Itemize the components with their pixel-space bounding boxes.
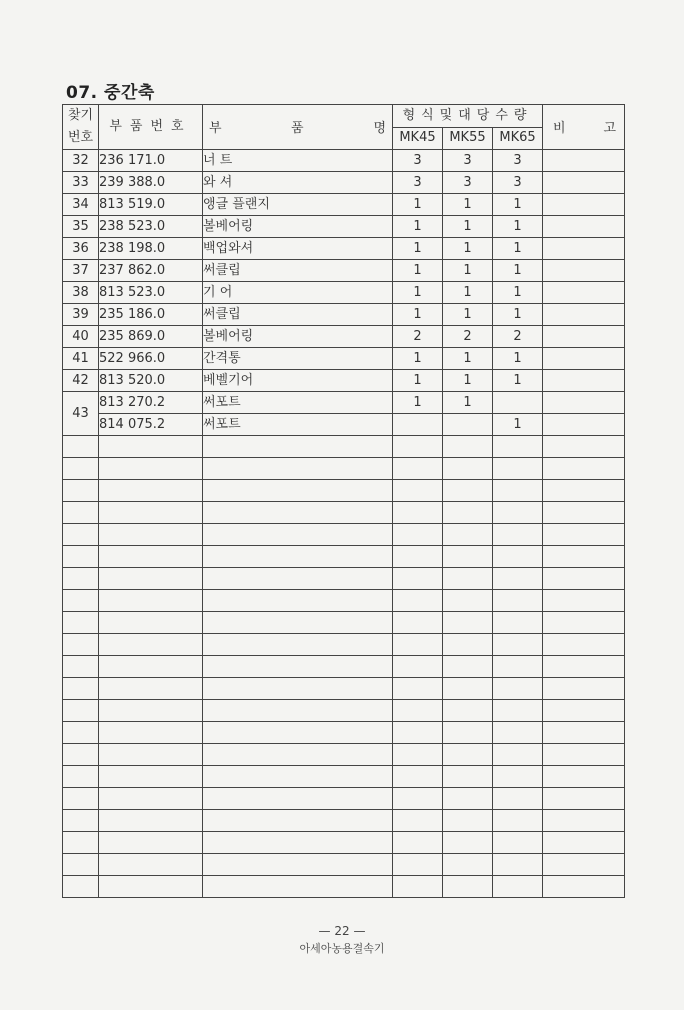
page-number: — 22 —: [318, 924, 366, 938]
header-part-name-2: 품: [291, 121, 304, 136]
empty-cell: [443, 480, 493, 502]
empty-cell: [203, 700, 393, 722]
qty-mk65-cell: 1: [493, 216, 543, 238]
empty-cell: [543, 590, 625, 612]
note-cell: [543, 260, 625, 282]
empty-cell: [543, 634, 625, 656]
part-no-cell: 814 075.2: [99, 414, 203, 436]
empty-cell: [493, 700, 543, 722]
qty-mk45-cell: 1: [393, 392, 443, 414]
qty-mk55-cell: 1: [443, 216, 493, 238]
header-model-mk65: MK65: [493, 127, 543, 150]
empty-cell: [493, 876, 543, 898]
empty-cell: [63, 458, 99, 480]
empty-cell: [393, 656, 443, 678]
empty-cell: [63, 436, 99, 458]
empty-cell: [443, 678, 493, 700]
table-row: [63, 304, 625, 326]
empty-cell: [203, 766, 393, 788]
qty-mk65-cell: 1: [493, 370, 543, 392]
empty-row: [63, 810, 625, 832]
header-find-no-line2: 번호: [67, 130, 94, 145]
table-row: [63, 238, 625, 260]
empty-cell: [543, 810, 625, 832]
note-cell: [543, 392, 625, 414]
part-no-cell: 813 519.0: [99, 194, 203, 216]
empty-row: [63, 744, 625, 766]
empty-cell: [99, 788, 203, 810]
part-name-cell: 써클립: [203, 304, 393, 326]
empty-cell: [203, 854, 393, 876]
part-no-cell: 239 388.0: [99, 172, 203, 194]
qty-mk55-cell: 1: [443, 282, 493, 304]
empty-cell: [99, 524, 203, 546]
empty-cell: [63, 722, 99, 744]
empty-cell: [393, 436, 443, 458]
empty-cell: [99, 854, 203, 876]
empty-cell: [203, 634, 393, 656]
empty-cell: [393, 700, 443, 722]
part-no-cell: 813 270.2: [99, 392, 203, 414]
qty-mk55-cell: 1: [443, 238, 493, 260]
qty-mk55-cell: [443, 414, 493, 436]
header-part-no: 부품번호: [99, 105, 203, 150]
qty-mk55-cell: 1: [443, 260, 493, 282]
empty-cell: [443, 612, 493, 634]
empty-cell: [443, 854, 493, 876]
empty-cell: [443, 788, 493, 810]
empty-cell: [443, 656, 493, 678]
qty-mk55-cell: 1: [443, 304, 493, 326]
empty-cell: [543, 458, 625, 480]
qty-mk45-cell: 3: [393, 150, 443, 172]
empty-cell: [203, 876, 393, 898]
part-no-cell: 238 198.0: [99, 238, 203, 260]
empty-cell: [543, 788, 625, 810]
empty-cell: [99, 590, 203, 612]
empty-cell: [543, 568, 625, 590]
table-row: [63, 370, 625, 392]
empty-cell: [443, 722, 493, 744]
empty-cell: [63, 502, 99, 524]
note-cell: [543, 348, 625, 370]
empty-cell: [63, 590, 99, 612]
part-name-cell: 간격통: [203, 348, 393, 370]
table-row: [63, 414, 625, 436]
empty-cell: [493, 590, 543, 612]
empty-cell: [63, 700, 99, 722]
empty-cell: [443, 436, 493, 458]
find-no-cell: 37: [63, 260, 99, 282]
empty-cell: [443, 502, 493, 524]
empty-row: [63, 656, 625, 678]
empty-cell: [543, 546, 625, 568]
empty-cell: [99, 876, 203, 898]
parts-table: [62, 104, 625, 898]
empty-cell: [543, 436, 625, 458]
qty-mk65-cell: 2: [493, 326, 543, 348]
empty-cell: [99, 744, 203, 766]
qty-mk45-cell: 1: [393, 238, 443, 260]
empty-row: [63, 876, 625, 898]
empty-cell: [443, 700, 493, 722]
find-no-cell: 34: [63, 194, 99, 216]
empty-cell: [493, 612, 543, 634]
empty-cell: [493, 436, 543, 458]
empty-cell: [203, 590, 393, 612]
part-no-cell: 522 966.0: [99, 348, 203, 370]
header-part-name-3: 명: [373, 121, 386, 136]
empty-cell: [63, 766, 99, 788]
empty-cell: [543, 656, 625, 678]
qty-mk65-cell: [493, 392, 543, 414]
empty-cell: [393, 678, 443, 700]
note-cell: [543, 216, 625, 238]
qty-mk45-cell: 1: [393, 370, 443, 392]
find-no-cell: 41: [63, 348, 99, 370]
find-no-cell: 36: [63, 238, 99, 260]
empty-row: [63, 722, 625, 744]
part-no-cell: 238 523.0: [99, 216, 203, 238]
empty-cell: [443, 832, 493, 854]
empty-cell: [443, 590, 493, 612]
header-qty-group: 형식및대당수량: [393, 105, 543, 128]
empty-cell: [543, 832, 625, 854]
empty-cell: [393, 612, 443, 634]
note-cell: [543, 194, 625, 216]
empty-cell: [99, 480, 203, 502]
empty-cell: [493, 744, 543, 766]
empty-cell: [203, 436, 393, 458]
empty-cell: [543, 854, 625, 876]
empty-cell: [99, 612, 203, 634]
empty-cell: [443, 876, 493, 898]
empty-cell: [203, 480, 393, 502]
empty-cell: [543, 480, 625, 502]
part-no-cell: 813 523.0: [99, 282, 203, 304]
table-row: [63, 194, 625, 216]
qty-mk55-cell: 1: [443, 194, 493, 216]
empty-cell: [393, 744, 443, 766]
empty-cell: [493, 502, 543, 524]
qty-mk45-cell: 1: [393, 194, 443, 216]
table-row: [63, 392, 625, 414]
empty-cell: [493, 766, 543, 788]
note-cell: [543, 282, 625, 304]
qty-mk65-cell: 3: [493, 150, 543, 172]
empty-row: [63, 458, 625, 480]
empty-cell: [203, 524, 393, 546]
qty-mk45-cell: 2: [393, 326, 443, 348]
empty-cell: [493, 656, 543, 678]
qty-mk45-cell: 1: [393, 260, 443, 282]
empty-cell: [543, 766, 625, 788]
empty-cell: [393, 766, 443, 788]
empty-cell: [63, 854, 99, 876]
empty-cell: [99, 832, 203, 854]
table-row: [63, 216, 625, 238]
empty-cell: [393, 788, 443, 810]
qty-mk45-cell: 1: [393, 304, 443, 326]
part-name-cell: 기 어: [203, 282, 393, 304]
part-name-cell: 백업와셔: [203, 238, 393, 260]
qty-mk55-cell: 1: [443, 392, 493, 414]
qty-mk65-cell: 1: [493, 238, 543, 260]
empty-cell: [63, 678, 99, 700]
empty-cell: [99, 546, 203, 568]
empty-cell: [543, 524, 625, 546]
empty-cell: [393, 546, 443, 568]
find-no-cell: 33: [63, 172, 99, 194]
empty-cell: [443, 524, 493, 546]
empty-cell: [203, 678, 393, 700]
empty-row: [63, 524, 625, 546]
qty-mk55-cell: 1: [443, 348, 493, 370]
empty-cell: [493, 546, 543, 568]
empty-cell: [493, 854, 543, 876]
empty-cell: [493, 480, 543, 502]
empty-cell: [99, 436, 203, 458]
empty-cell: [99, 634, 203, 656]
empty-cell: [99, 656, 203, 678]
find-no-cell: 35: [63, 216, 99, 238]
empty-cell: [203, 810, 393, 832]
find-no-cell: 32: [63, 150, 99, 172]
empty-cell: [203, 458, 393, 480]
find-no-cell: 39: [63, 304, 99, 326]
empty-row: [63, 788, 625, 810]
empty-cell: [393, 876, 443, 898]
header-part-name: [203, 105, 393, 150]
empty-cell: [63, 480, 99, 502]
empty-cell: [99, 678, 203, 700]
empty-cell: [393, 480, 443, 502]
empty-cell: [99, 700, 203, 722]
header-row-1: [63, 105, 625, 128]
empty-cell: [443, 458, 493, 480]
find-no-cell: 42: [63, 370, 99, 392]
qty-mk65-cell: 1: [493, 304, 543, 326]
empty-row: [63, 612, 625, 634]
qty-mk65-cell: 1: [493, 282, 543, 304]
empty-cell: [99, 722, 203, 744]
empty-row: [63, 436, 625, 458]
empty-cell: [393, 832, 443, 854]
empty-cell: [543, 722, 625, 744]
empty-cell: [203, 744, 393, 766]
empty-cell: [63, 744, 99, 766]
empty-cell: [543, 876, 625, 898]
note-cell: [543, 370, 625, 392]
empty-row: [63, 502, 625, 524]
find-no-cell: 40: [63, 326, 99, 348]
qty-mk55-cell: 2: [443, 326, 493, 348]
part-name-cell: 베벨기어: [203, 370, 393, 392]
empty-cell: [63, 788, 99, 810]
footer-brand: 아세아농용결속기: [299, 942, 385, 955]
empty-row: [63, 678, 625, 700]
empty-cell: [203, 788, 393, 810]
note-cell: [543, 414, 625, 436]
header-note: [543, 105, 625, 150]
empty-cell: [443, 766, 493, 788]
empty-row: [63, 700, 625, 722]
empty-cell: [493, 458, 543, 480]
empty-cell: [203, 612, 393, 634]
empty-cell: [99, 458, 203, 480]
empty-cell: [203, 502, 393, 524]
qty-mk45-cell: 1: [393, 348, 443, 370]
part-name-cell: 볼베어링: [203, 326, 393, 348]
empty-cell: [393, 568, 443, 590]
empty-row: [63, 634, 625, 656]
parts-table-body: [63, 150, 625, 898]
qty-mk65-cell: 3: [493, 172, 543, 194]
empty-cell: [543, 700, 625, 722]
empty-cell: [493, 832, 543, 854]
part-name-cell: 너 트: [203, 150, 393, 172]
empty-cell: [443, 810, 493, 832]
note-cell: [543, 238, 625, 260]
note-cell: [543, 326, 625, 348]
find-no-cell: 38: [63, 282, 99, 304]
header-note-1: 비: [553, 121, 566, 136]
part-no-cell: 235 869.0: [99, 326, 203, 348]
empty-cell: [543, 744, 625, 766]
part-name-cell: 써포트: [203, 414, 393, 436]
empty-row: [63, 854, 625, 876]
qty-mk45-cell: 1: [393, 282, 443, 304]
part-name-cell: 볼베어링: [203, 216, 393, 238]
part-no-cell: 236 171.0: [99, 150, 203, 172]
qty-mk55-cell: 3: [443, 172, 493, 194]
empty-cell: [99, 502, 203, 524]
empty-row: [63, 832, 625, 854]
empty-row: [63, 546, 625, 568]
empty-row: [63, 766, 625, 788]
empty-cell: [443, 744, 493, 766]
empty-cell: [393, 722, 443, 744]
part-name-cell: 와 셔: [203, 172, 393, 194]
note-cell: [543, 304, 625, 326]
empty-cell: [443, 634, 493, 656]
empty-cell: [393, 458, 443, 480]
empty-cell: [393, 854, 443, 876]
header-find-no-line1: 찾기: [67, 108, 94, 123]
header-model-mk45: MK45: [393, 127, 443, 150]
empty-cell: [203, 568, 393, 590]
header-model-mk55: MK55: [443, 127, 493, 150]
empty-row: [63, 568, 625, 590]
empty-cell: [63, 832, 99, 854]
empty-cell: [493, 568, 543, 590]
empty-cell: [203, 722, 393, 744]
qty-mk55-cell: 1: [443, 370, 493, 392]
note-cell: [543, 172, 625, 194]
table-row: [63, 260, 625, 282]
empty-cell: [99, 568, 203, 590]
empty-cell: [443, 546, 493, 568]
empty-cell: [393, 590, 443, 612]
table-row: [63, 326, 625, 348]
empty-cell: [443, 568, 493, 590]
header-note-2: 고: [603, 121, 617, 136]
empty-cell: [63, 546, 99, 568]
table-row: [63, 348, 625, 370]
empty-cell: [63, 612, 99, 634]
empty-cell: [393, 502, 443, 524]
qty-mk65-cell: 1: [493, 260, 543, 282]
empty-cell: [393, 524, 443, 546]
qty-mk65-cell: 1: [493, 414, 543, 436]
empty-cell: [493, 722, 543, 744]
part-name-cell: 앵글 플랜지: [203, 194, 393, 216]
qty-mk45-cell: [393, 414, 443, 436]
qty-mk45-cell: 1: [393, 216, 443, 238]
find-no-cell: 43: [63, 392, 99, 436]
empty-cell: [493, 678, 543, 700]
table-row: [63, 172, 625, 194]
qty-mk65-cell: 1: [493, 194, 543, 216]
qty-mk65-cell: 1: [493, 348, 543, 370]
empty-cell: [543, 502, 625, 524]
empty-cell: [63, 876, 99, 898]
empty-cell: [99, 810, 203, 832]
empty-cell: [493, 524, 543, 546]
table-row: [63, 150, 625, 172]
empty-cell: [63, 568, 99, 590]
empty-row: [63, 590, 625, 612]
header-part-name-1: 부: [209, 121, 222, 136]
empty-cell: [203, 656, 393, 678]
part-no-cell: 235 186.0: [99, 304, 203, 326]
empty-cell: [393, 634, 443, 656]
empty-cell: [63, 656, 99, 678]
header-find-no: [63, 105, 99, 150]
empty-cell: [493, 634, 543, 656]
empty-cell: [493, 788, 543, 810]
empty-cell: [63, 634, 99, 656]
empty-cell: [493, 810, 543, 832]
empty-cell: [63, 524, 99, 546]
qty-mk45-cell: 3: [393, 172, 443, 194]
empty-row: [63, 480, 625, 502]
section-title: 07. 중간축: [66, 83, 155, 103]
empty-cell: [393, 810, 443, 832]
empty-cell: [63, 810, 99, 832]
part-no-cell: 813 520.0: [99, 370, 203, 392]
qty-mk55-cell: 3: [443, 150, 493, 172]
empty-cell: [99, 766, 203, 788]
note-cell: [543, 150, 625, 172]
empty-cell: [203, 546, 393, 568]
empty-cell: [543, 678, 625, 700]
empty-cell: [543, 612, 625, 634]
part-name-cell: 써클립: [203, 260, 393, 282]
empty-cell: [203, 832, 393, 854]
part-no-cell: 237 862.0: [99, 260, 203, 282]
part-name-cell: 써포트: [203, 392, 393, 414]
table-row: [63, 282, 625, 304]
